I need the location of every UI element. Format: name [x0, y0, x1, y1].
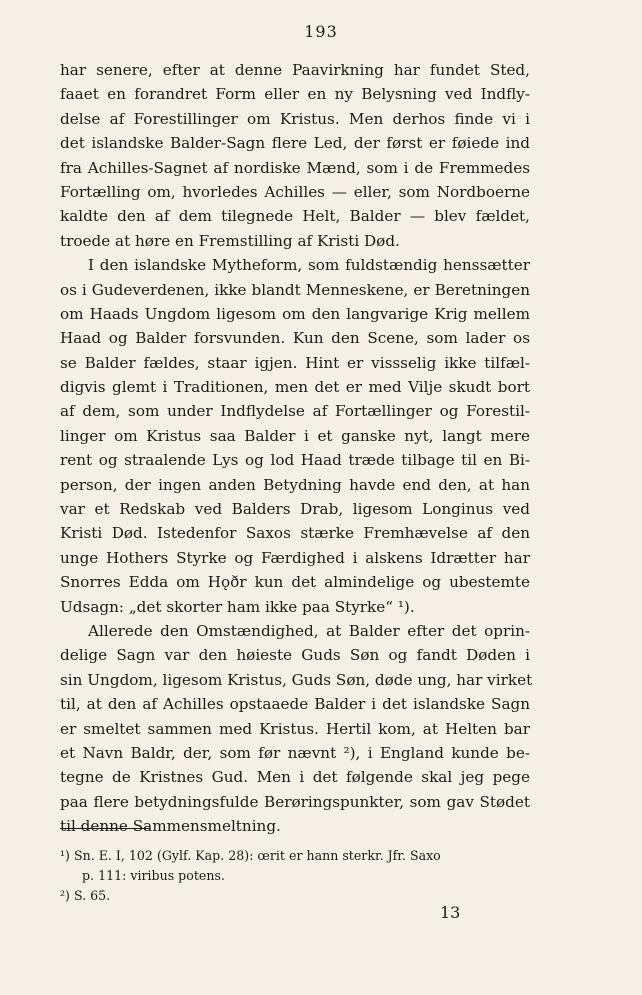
text-line: af dem, som under Indflydelse af Fortællinger og Forestil- — [60, 402, 530, 421]
text-line: det islandske Balder-Sagn flere Led, der først er føiede ind — [60, 134, 530, 153]
text-line: et Navn Baldr, der, som før nævnt ²), i England kunde be- — [60, 743, 530, 762]
text-line: er smeltet sammen med Kristus. Hertil kom, at Helten bar — [60, 719, 530, 738]
text-line: Udsagn: „det skorter ham ikke paa Styrke“ ¹). — [60, 597, 415, 616]
body-text — [60, 58, 533, 839]
text-line: linger om Kristus saa Balder i et ganske nyt, langt mere — [60, 426, 530, 445]
text-line: os i Gudeverdenen, ikke blandt Menneskene, er Beretningen — [60, 280, 530, 299]
text-line: unge Hothers Styrke og Færdighed i alskens Idrætter har — [60, 548, 530, 567]
text-line: til, at den af Achilles opstaaede Balder i det islandske Sagn — [60, 695, 530, 714]
text-line: Haad og Balder forsvunden. Kun den Scene, som lader os — [60, 329, 530, 348]
text-line: om Haads Ungdom ligesom om den langvarige Krig mellem — [60, 304, 530, 323]
text-line: Fortælling om, hvorledes Achilles — eller, som Nordboerne — [60, 182, 530, 201]
footnote-line: p. 111: viribus potens. — [82, 868, 225, 883]
footnotes — [60, 846, 530, 906]
text-line: Allerede den Omstændighed, at Balder efter det oprin- — [88, 621, 530, 640]
footnote-rule — [60, 828, 150, 829]
text-line: fra Achilles-Sagnet af nordiske Mænd, som i de Fremmedes — [60, 158, 530, 177]
text-line: Snorres Edda om Hǫðr kun det almindelige og ubestemte — [60, 573, 530, 592]
text-line: faaet en forandret Form eller en ny Belysning ved Indfly- — [60, 85, 530, 104]
text-line: paa flere betydningsfulde Berøringspunkter, som gav Stødet — [60, 792, 530, 811]
text-line: delse af Forestillinger om Kristus. Men derhos finde vi i — [60, 109, 530, 128]
text-line: se Balder fældes, staar igjen. Hint er vissselig ikke tilfæl- — [60, 353, 530, 372]
signature-mark: 13 — [440, 903, 461, 922]
text-line: var et Redskab ved Balders Drab, ligesom Longinus ved — [60, 500, 530, 519]
text-line: troede at høre en Fremstilling af Kristi Død. — [60, 231, 400, 250]
text-line: tegne de Kristnes Gud. Men i det følgende skal jeg pege — [60, 768, 530, 787]
text-line: I den islandske Mytheform, som fuldstændig henssætter — [88, 256, 530, 275]
text-line: har senere, efter at denne Paavirkning har fundet Sted, — [60, 61, 530, 79]
text-line: rent og straalende Lys og lod Haad træde tilbage til en Bi- — [60, 451, 530, 470]
footnote-line: ²) S. 65. — [60, 888, 111, 903]
text-line: delige Sagn var den høieste Guds Søn og fandt Døden i — [60, 646, 530, 665]
text-line: til denne Sammensmeltning. — [60, 817, 281, 836]
text-line: Kristi Død. Istedenfor Saxos stærke Fremhævelse af den — [60, 524, 530, 543]
text-line: digvis glemt i Traditionen, men det er med Vilje skudt bort — [60, 378, 530, 397]
page-number: 193 — [304, 22, 338, 41]
footnote-line: ¹) Sn. E. I, 102 (Gylf. Kap. 28): œrit er hann sterkr. Jfr. Saxo — [60, 848, 441, 863]
text-line: sin Ungdom, ligesom Kristus, Guds Søn, døde ung, har virket — [60, 670, 533, 689]
text-line: person, der ingen anden Betydning havde end den, at han — [60, 475, 530, 494]
text-line: kaldte den af dem tilegnede Helt, Balder — blev fældet, — [60, 207, 530, 226]
